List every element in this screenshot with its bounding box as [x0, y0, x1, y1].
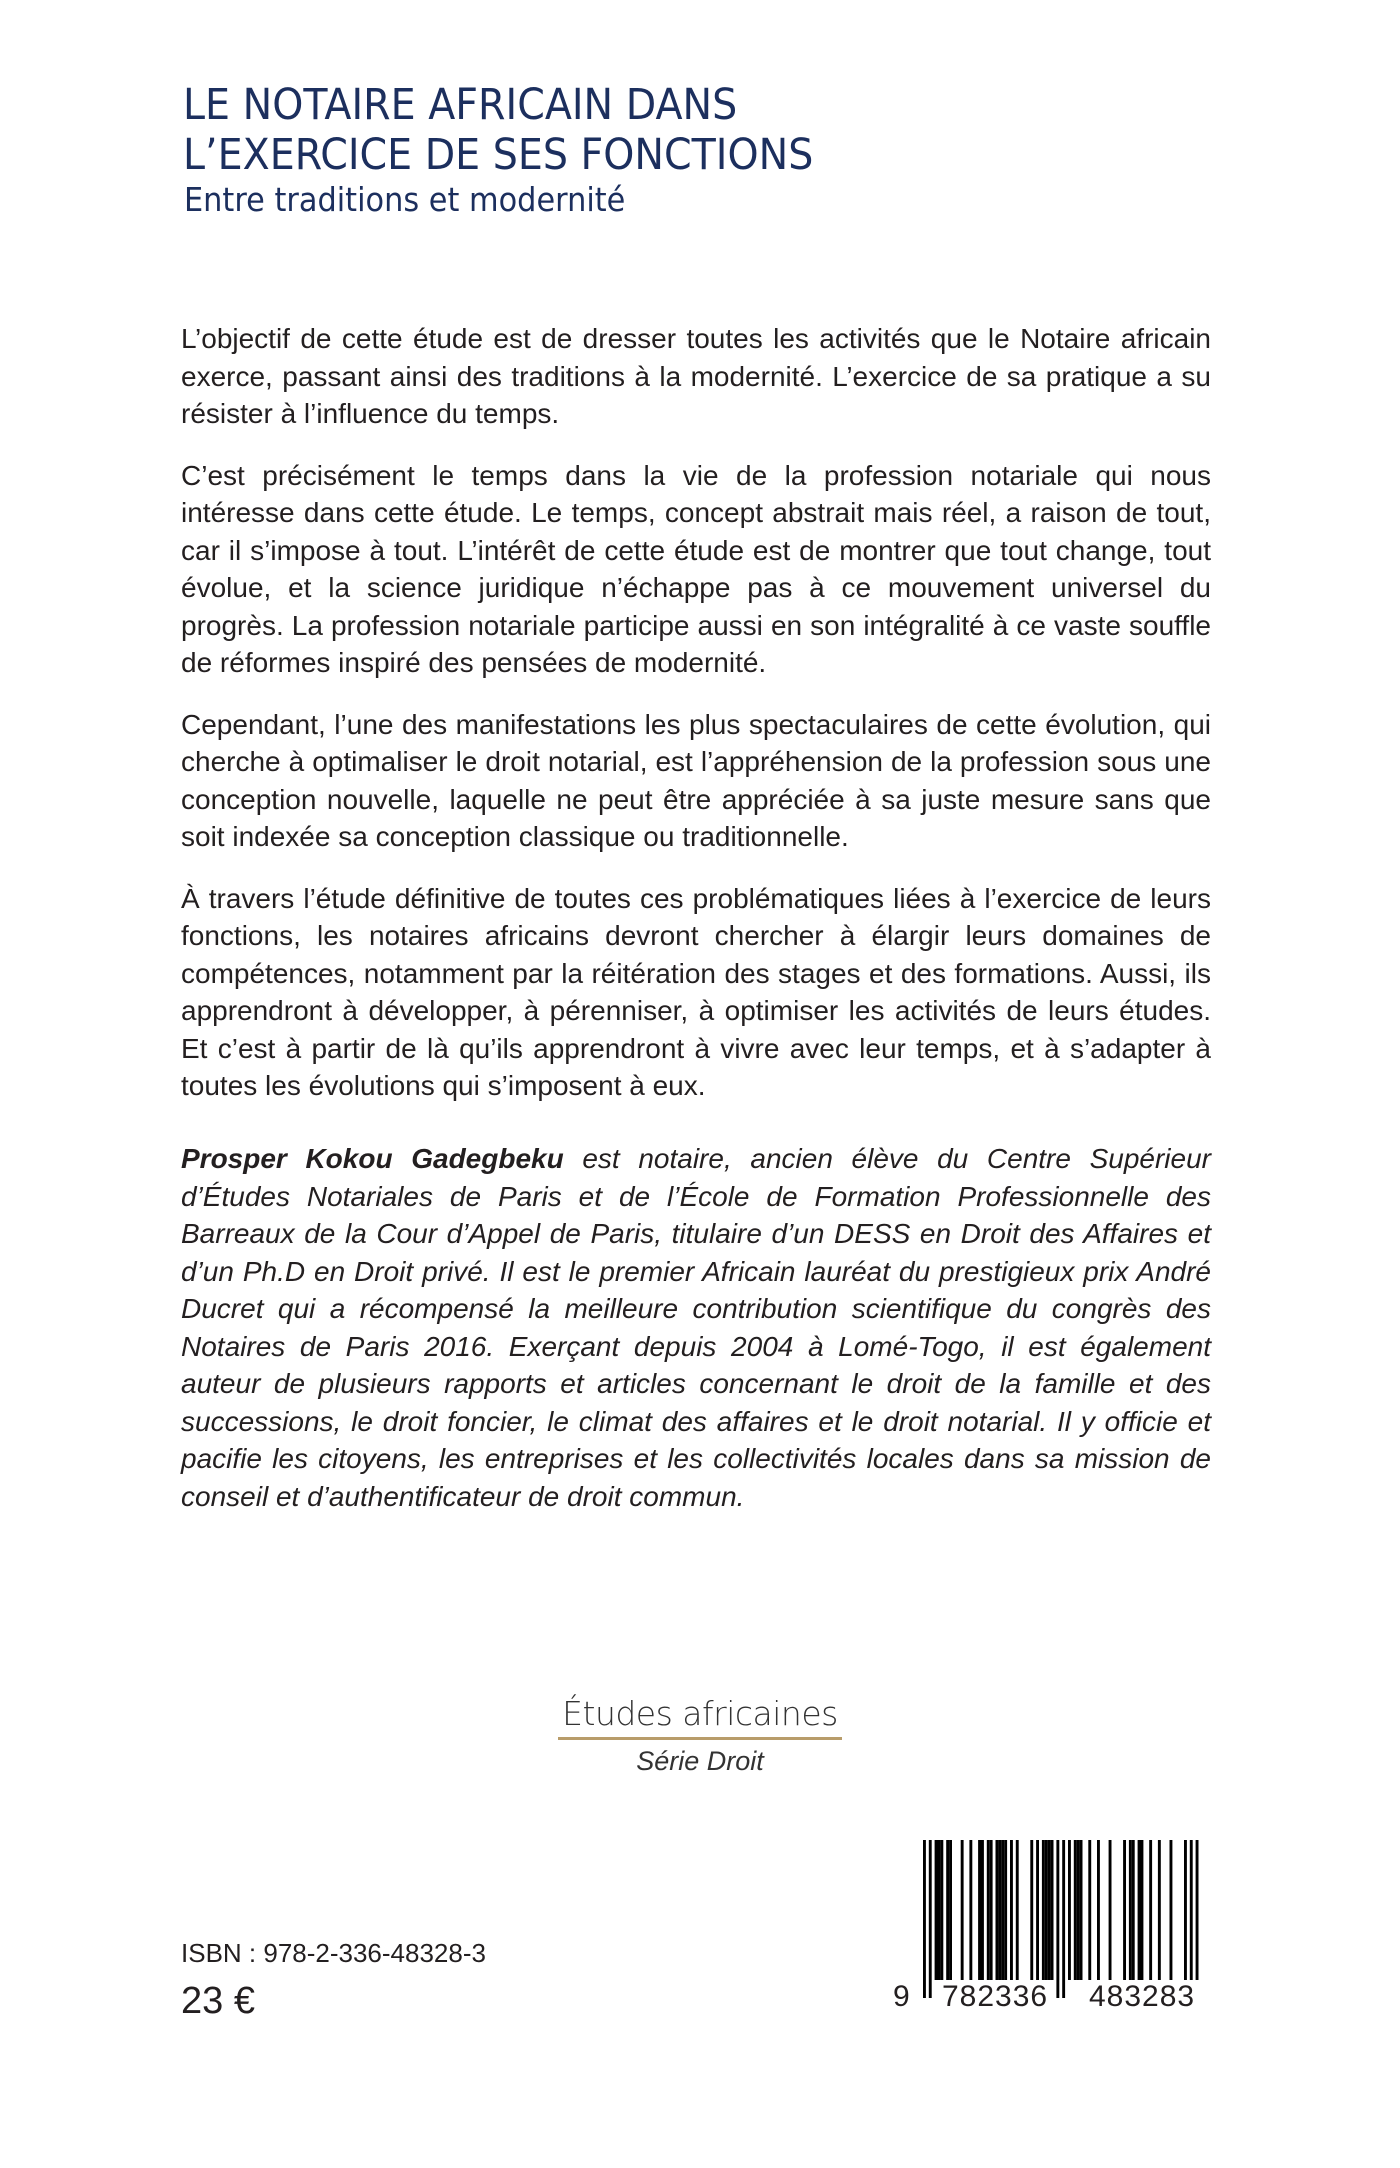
barcode-bar — [1077, 1840, 1080, 1980]
barcode-bar — [1141, 1840, 1144, 1980]
barcode-bar — [987, 1840, 990, 1980]
barcode-bar — [1190, 1840, 1193, 1998]
barcode-bar — [923, 1840, 926, 1998]
book-title-line-1: LE NOTAIRE AFRICAIN DANS — [183, 80, 738, 130]
barcode-bar — [981, 1840, 984, 1980]
barcode-bar — [1149, 1840, 1152, 1980]
barcode-digits-left: 782336 — [936, 1980, 1054, 2014]
barcode-bar — [1132, 1840, 1135, 1980]
barcode-bar — [978, 1840, 981, 1980]
blurb-paragraph-3: Cependant, l’une des manifestations les plus spectaculaires de cette évolution, qui cherche à optimaliser le droit notarial, est l’appréhension de la profession sous une conception nouvelle, laquelle ne peut être appréciée à sa juste mesure sans que soit indexée sa conception classique ou traditionnelle. — [181, 708, 1211, 852]
barcode-bar — [1088, 1840, 1091, 1980]
barcode-bar — [1129, 1840, 1132, 1980]
barcode-bar — [1138, 1840, 1141, 1980]
barcode-bar — [1097, 1840, 1100, 1980]
barcode-bar — [1109, 1840, 1112, 1980]
barcode-bar — [969, 1840, 972, 1980]
barcode-bar — [938, 1840, 941, 1980]
barcode-bars — [893, 1840, 1223, 1998]
barcode-bar — [1170, 1840, 1173, 1980]
book-title — [183, 80, 1158, 180]
barcode-digits-right: 483283 — [1083, 1980, 1201, 2014]
barcode-bar — [1036, 1840, 1039, 1980]
barcode-bar — [1062, 1840, 1065, 1998]
barcode-bar — [935, 1840, 938, 1980]
barcode-bar — [961, 1840, 964, 1980]
barcode-bar — [1042, 1840, 1045, 1980]
barcode-bar — [990, 1840, 993, 1980]
barcode-digits — [893, 1980, 1223, 2020]
blurb-paragraph-2: C’est précisément le temps dans la vie de la profession notariale qui nous intéresse dans cette étude. Le temps, concept abstrait mais réel, a raison de tout, car il s’impose à tout. L’intérêt de cette étude est de montrer que tout change, tout évolue, et la science juridique n’échappe pas à ce mouvement universel du progrès. La profession notariale participe aussi en son intégralité à ce vaste souffle de réformes inspiré des pensées de modernité. — [181, 459, 1211, 678]
series-subtitle: Série Droit — [636, 1746, 764, 1776]
blurb — [181, 320, 1211, 1129]
barcode-bar — [940, 1840, 943, 1980]
author-bio — [181, 1140, 1211, 1515]
barcode-bar — [1123, 1840, 1126, 1980]
series-name: Études africaines — [558, 1694, 842, 1740]
barcode-bar — [1158, 1840, 1161, 1980]
book-title-line-2: L’EXERCICE DE SES FONCTIONS — [183, 130, 814, 180]
barcode-bar — [946, 1840, 949, 1980]
book-subtitle: Entre traditions et modernité — [184, 180, 626, 219]
series-logo — [0, 1694, 1400, 1777]
barcode-bar — [1056, 1840, 1059, 1998]
barcode-bar — [1080, 1840, 1083, 1980]
barcode-bar — [1010, 1840, 1013, 1980]
barcode — [893, 1840, 1223, 2020]
barcode-bar — [1045, 1840, 1048, 1980]
barcode-bar — [949, 1840, 952, 1980]
barcode-bar — [1074, 1840, 1077, 1980]
barcode-bar — [1001, 1840, 1004, 1980]
barcode-bar — [1030, 1840, 1033, 1980]
barcode-digit-first: 9 — [893, 1980, 910, 2013]
barcode-bar — [1048, 1840, 1051, 1980]
barcode-bar — [929, 1840, 932, 1998]
barcode-bar — [1004, 1840, 1007, 1980]
barcode-bar — [996, 1840, 999, 1980]
price: 23 € — [181, 1980, 255, 2022]
isbn: ISBN : 978-2-336-48328-3 — [181, 1938, 486, 1968]
blurb-paragraph-4: À travers l’étude définitive de toutes ces problématiques liées à l’exercice de leurs fonctions, les notaires africains devront chercher à élargir leurs domaines de compétences, notamment par la réitération des stages et des formations. Aussi, ils apprendront à développer, à pérenniser, à optimiser les activités de leurs études. Et c’est à partir de là qu’ils apprendront à vivre avec leur temps, et à s’adapter à toutes les évolutions qui s’imposent à eux. — [181, 882, 1211, 1101]
barcode-bar — [998, 1840, 1001, 1980]
barcode-bar — [1068, 1840, 1071, 1980]
author-name: Prosper Kokou Gadegbeku — [181, 1143, 564, 1174]
barcode-bar — [1184, 1840, 1187, 1980]
barcode-bar — [1016, 1840, 1019, 1980]
author-bio-text: est notaire, ancien élève du Centre Supérieur d’Études Notariales de Paris et de l’École de Formation Professionnelle des Barreaux de la Cour d’Appel de Paris, titulaire d’un DESS en Droit des Affaires et d’un Ph.D en Droit privé. Il est le premier Africain lauréat du prestigieux prix André Ducret qui a récompensé la meilleure contribution scientifique du congrès des Notaires de Paris 2016. Exerçant depuis 2004 à Lomé-Togo, il est également auteur de plusieurs rapports et articles concernant le droit de la famille et des successions, le droit foncier, le climat des affaires et le droit notarial. Il y officie et pacifie les citoyens, les entreprises et les collectivités locales dans sa mission de conseil et d’authentificateur de droit commun. — [181, 1143, 1211, 1512]
barcode-bar — [1051, 1840, 1054, 1980]
blurb-paragraph-1: L’objectif de cette étude est de dresser toutes les activités que le Notaire africain exerce, passant ainsi des traditions à la modernité. L’exercice de sa pratique a su résister à l’influence du temps. — [181, 323, 1211, 429]
barcode-bar — [1196, 1840, 1199, 1998]
